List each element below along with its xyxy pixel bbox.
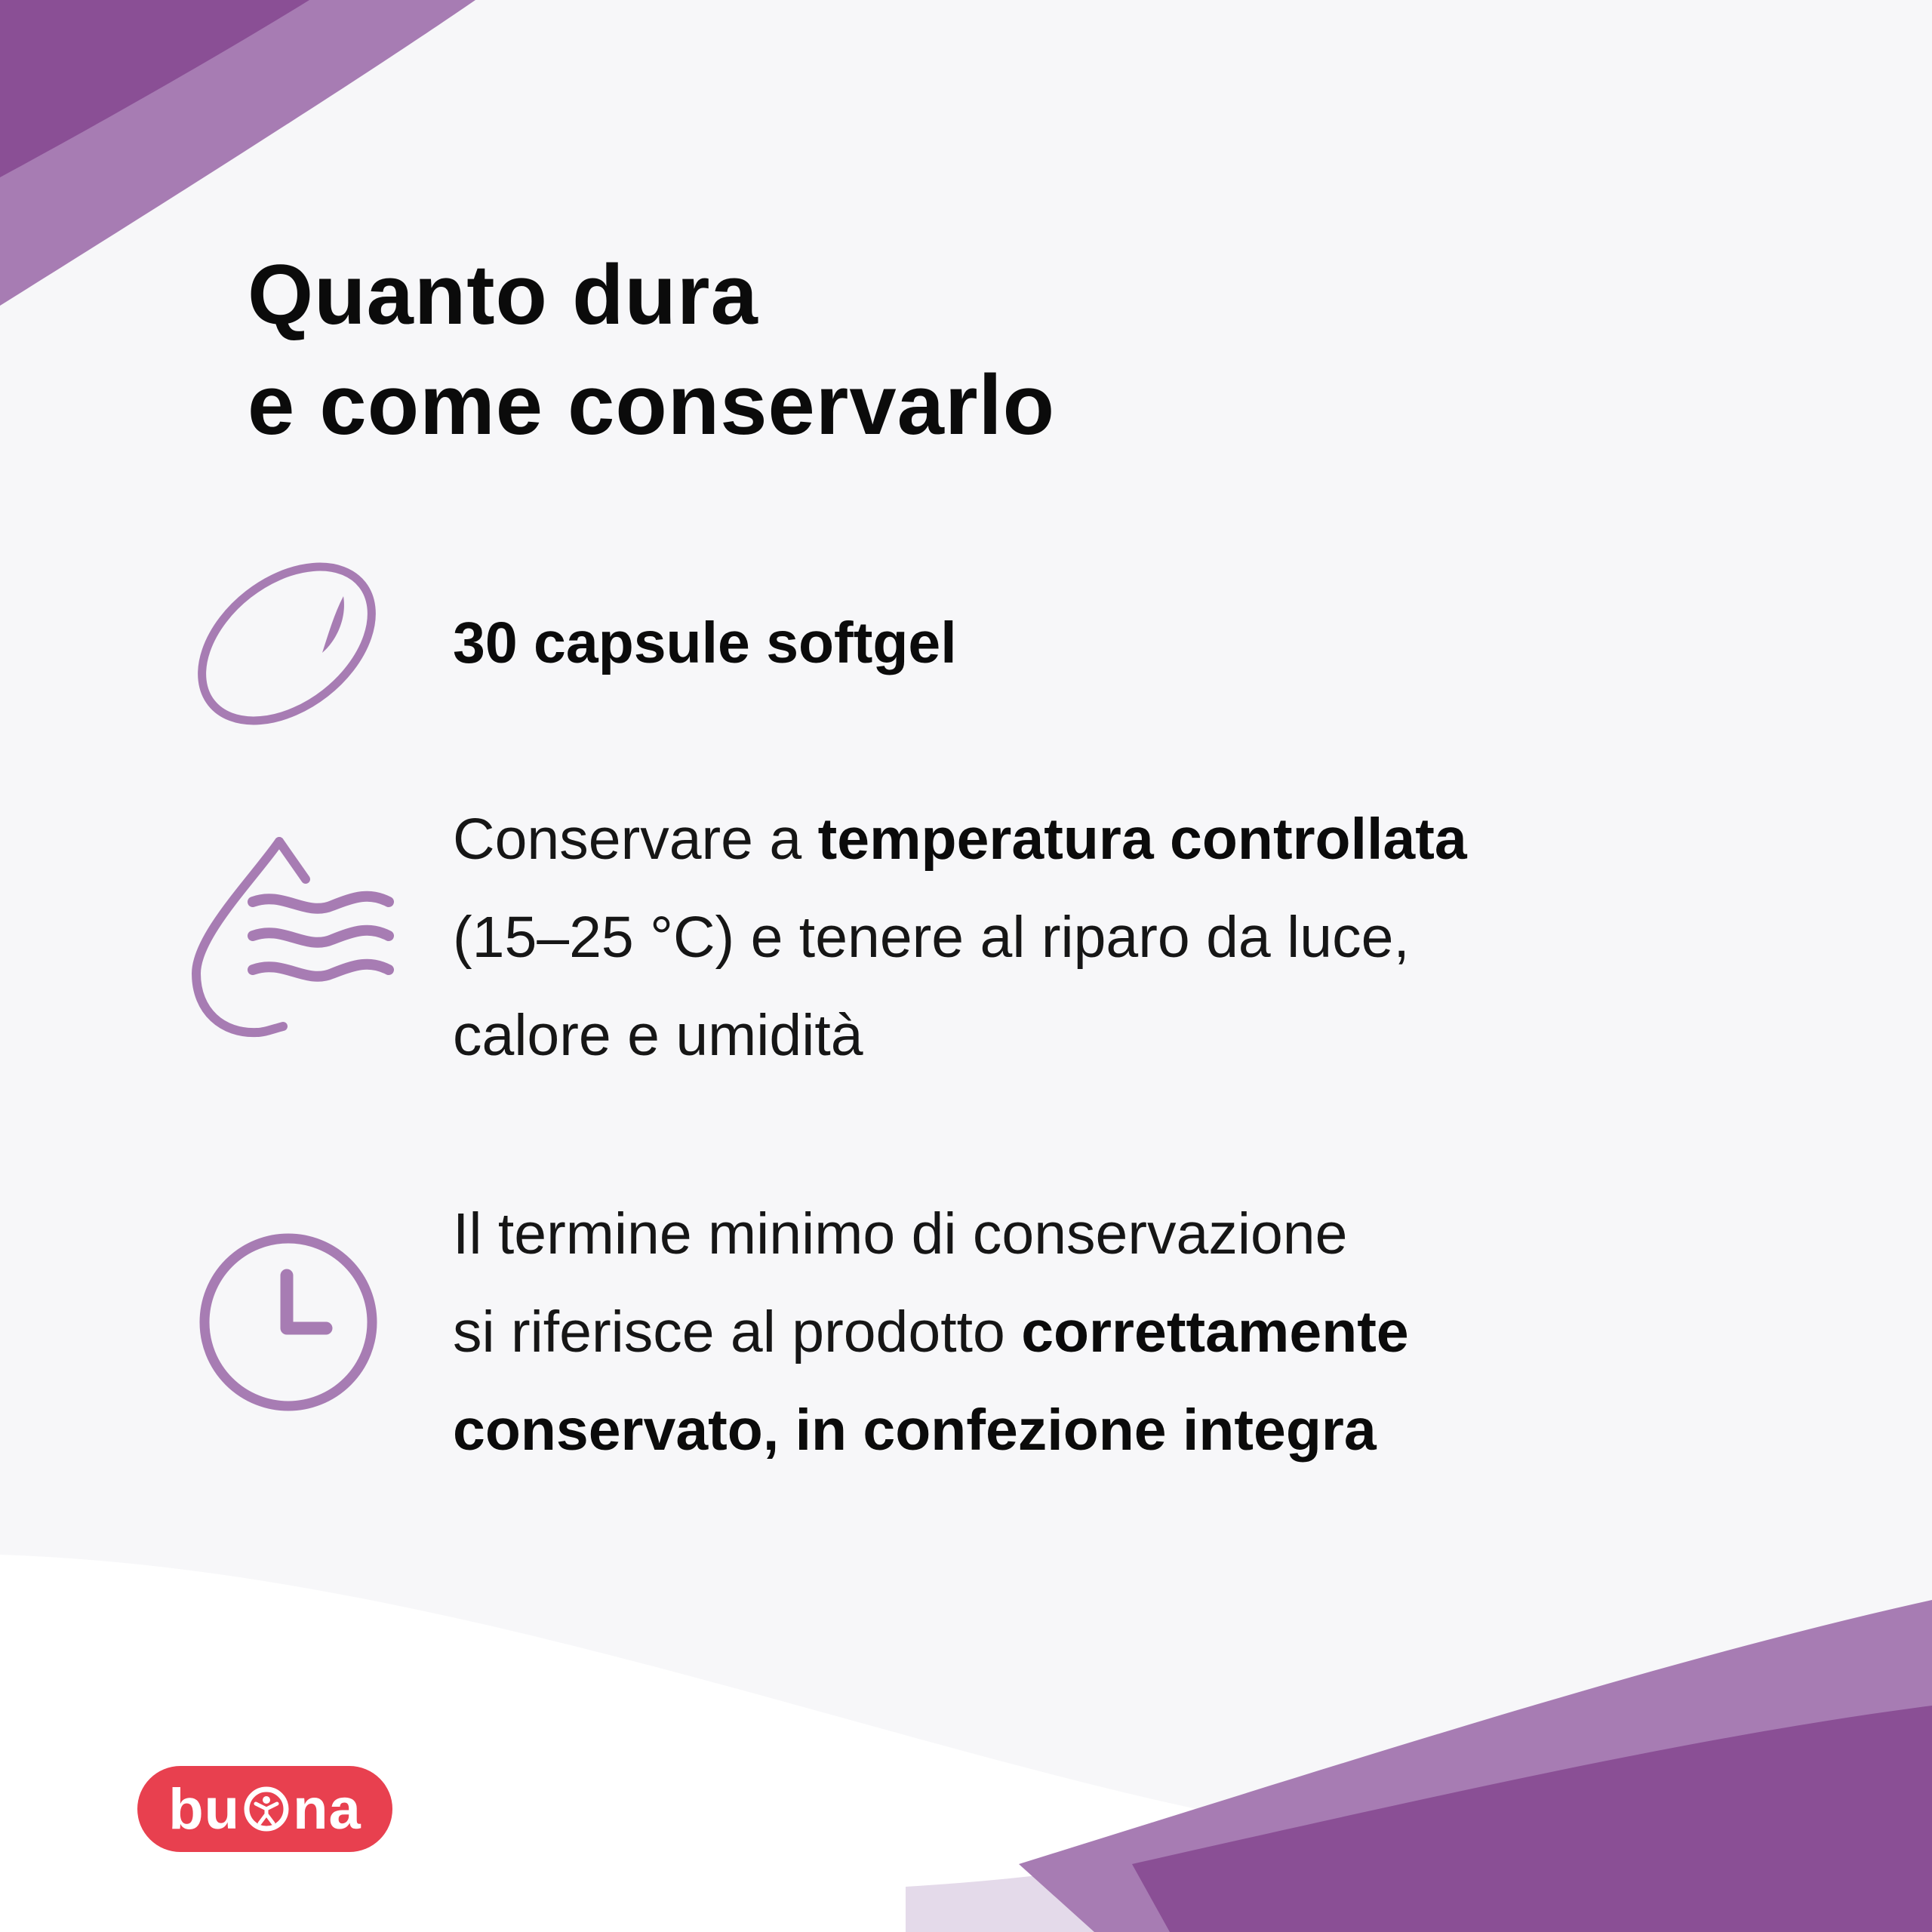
logo-person-icon (243, 1786, 290, 1832)
logo-text-1: bu (168, 1777, 241, 1841)
expiry-bold-2: conservato, in confezione integra (453, 1398, 1377, 1463)
buona-logo (137, 1766, 392, 1852)
storage-bold-text: temperatura controllata (817, 807, 1467, 872)
clock-icon (196, 1230, 381, 1415)
capsules-text: 30 capsule softgel (453, 611, 957, 675)
drop-humidity-icon (177, 830, 396, 1041)
title-line-2: e come conservarlo (248, 358, 1056, 452)
page-title (248, 240, 1055, 460)
expiry-text: si riferisce al prodotto (453, 1300, 1022, 1364)
storage-line-3: calore e umidità (453, 1003, 863, 1068)
item-expiry (453, 1185, 1409, 1479)
storage-line-1 (453, 790, 1467, 888)
expiry-line-2 (453, 1283, 1409, 1381)
item-storage (453, 790, 1467, 1084)
expiry-line-3 (453, 1381, 1409, 1479)
expiry-bold-1: correttamente (1021, 1300, 1409, 1364)
storage-text-before: Conservare a (453, 807, 818, 872)
expiry-line-1: Il termine minimo di conservazione (453, 1201, 1348, 1266)
storage-line-2: (15–25 °C) e tenere al riparo da luce, (453, 905, 1410, 970)
capsule-icon (192, 555, 381, 732)
logo-text-2: na (293, 1777, 361, 1841)
title-line-1: Quanto dura (248, 248, 758, 342)
item-capsules (453, 594, 957, 692)
